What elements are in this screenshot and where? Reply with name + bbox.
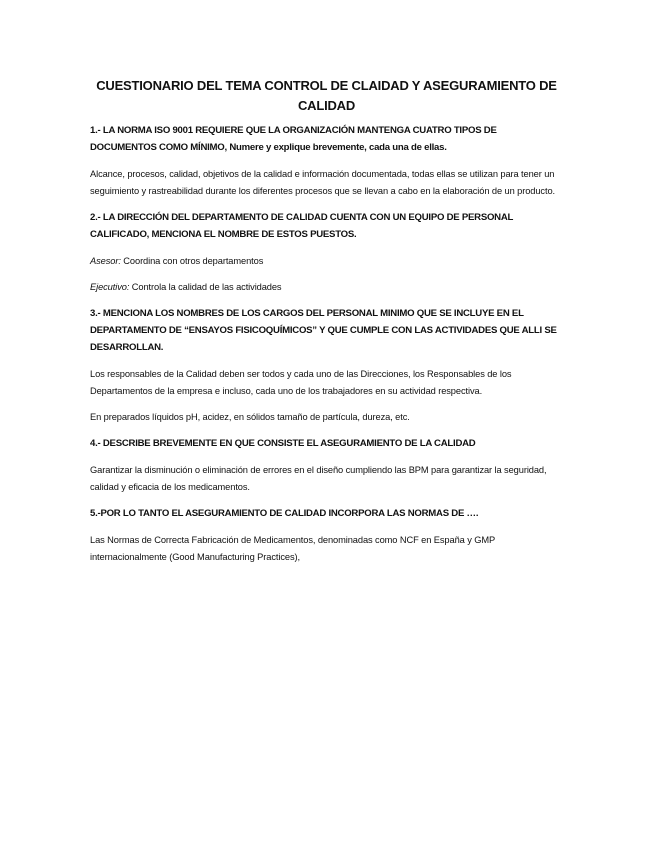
answer-1: Alcance, procesos, calidad, objetivos de la calidad e información documentada, todas ellas se utilizan para tener un seguimiento y rastreabilidad durante los diferentes procesos que se llevan a cabo en la elaboración de un producto.: [90, 169, 556, 196]
question-2: 2.- LA DIRECCIÓN DEL DEPARTAMENTO DE CALIDAD CUENTA CON UN EQUIPO DE PERSONAL CALIFICADO, MENCIONA EL NOMBRE DE ESTOS PUESTOS.: [90, 212, 513, 240]
answer-5: Las Normas de Correcta Fabricación de Medicamentos, denominadas como NCF en España y GMP internacionalmente (Good Manufacturing Practices),: [90, 535, 495, 562]
question-1-tail: Numere y explique brevemente, cada una de ellas.: [226, 142, 447, 153]
title-line-1: CUESTIONARIO DEL TEMA CONTROL DE CLAIDAD Y ASEGURAMIENTO DE: [96, 78, 557, 93]
question-1-text: 1.- LA NORMA ISO 9001 REQUIERE QUE LA ORGANIZACIÓN MANTENGA CUATRO TIPOS DE DOCUMENTOS COMO MÍNIMO,: [90, 125, 497, 153]
answer-3a: Los responsables de la Calidad deben ser todos y cada uno de las Direcciones, los Responsables de los Departamentos de la empresa e incluso, cada uno de los trabajadores en su actividad respectiva.: [90, 369, 512, 396]
role-asesor: [90, 253, 563, 270]
role-ejecutivo-label: Ejecutivo:: [90, 282, 130, 292]
role-asesor-label: Asesor:: [90, 256, 121, 266]
question-4: 4.- DESCRIBE BREVEMENTE EN QUE CONSISTE EL ASEGURAMIENTO DE LA CALIDAD: [90, 438, 476, 449]
role-ejecutivo-text: Controla la calidad de las actividades: [129, 282, 282, 292]
document-title: [90, 76, 563, 116]
question-5: 5.-POR LO TANTO EL ASEGURAMIENTO DE CALIDAD INCORPORA LAS NORMAS DE ….: [90, 508, 479, 519]
role-ejecutivo: [90, 279, 563, 296]
answer-4: Garantizar la disminución o eliminación de errores en el diseño cumpliendo las BPM para garantizar la seguridad, calidad y eficacia de los medicamentos.: [90, 465, 547, 492]
answer-3b: En preparados líquidos pH, acidez, en sólidos tamaño de partícula, dureza, etc.: [90, 412, 410, 422]
question-3: 3.- MENCIONA LOS NOMBRES DE LOS CARGOS DEL PERSONAL MINIMO QUE SE INCLUYE EN EL DEPARTAMENTO DE “ENSAYOS FISICOQUÍMICOS” Y QUE CUMPLE CON LAS ACTIVIDADES QUE ALLI SE DESARROLLAN.: [90, 308, 557, 353]
question-1: [90, 122, 563, 156]
title-line-2: CALIDAD: [297, 98, 356, 113]
role-asesor-text: Coordina con otros departamentos: [120, 256, 264, 266]
